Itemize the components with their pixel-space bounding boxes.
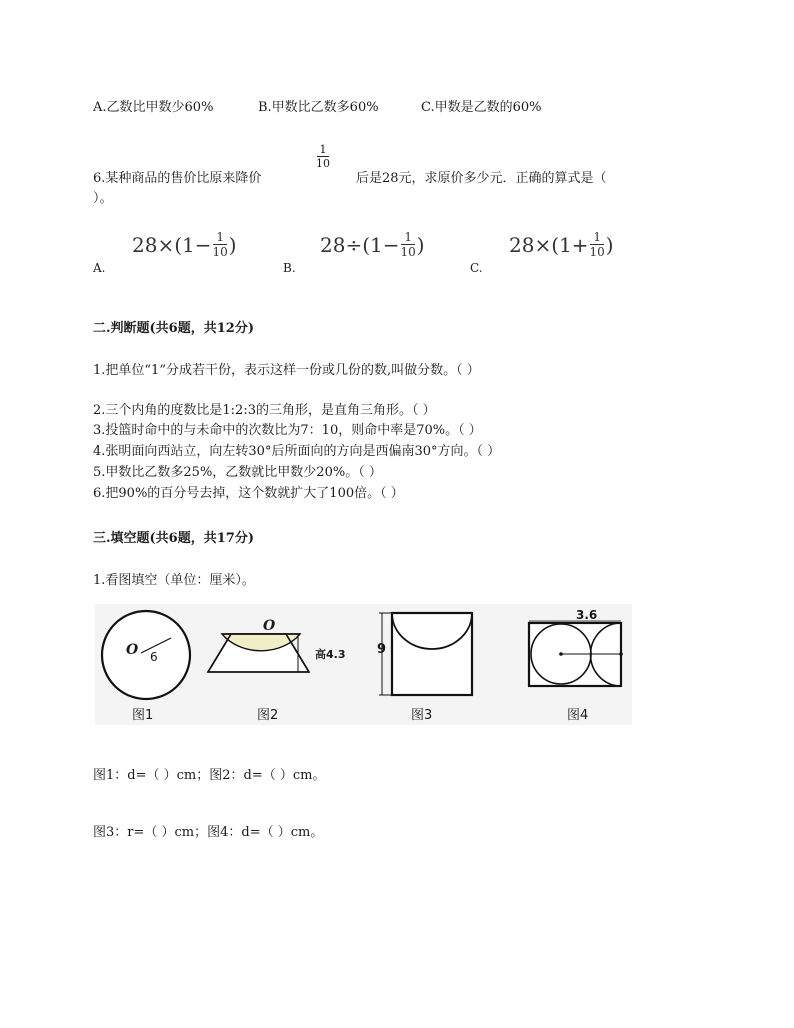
q6-fraction <box>316 143 330 170</box>
figure-4-rectangle <box>529 621 623 686</box>
figure-1-center-label: O <box>126 642 139 658</box>
q6-option-c-tail: ) <box>605 232 614 257</box>
judge-item-2: 2.三个内角的度数比是1:2:3的三角形，是直角三角形。（ ） <box>93 403 436 418</box>
q6-option-c-letter: C. <box>470 261 483 275</box>
q6-fraction-numerator: 1 <box>319 143 327 156</box>
judge-item-4: 4.张明面向西站立，向左转30°后所面向的方向是西偏南30°方向。（ ） <box>93 444 501 459</box>
q5-option-b: B.甲数比乙数多60% <box>258 100 379 115</box>
q6-prefix: 6.某种商品的售价比原来降价 <box>93 171 262 186</box>
figure-3-caption: 图3 <box>411 708 433 723</box>
geometry-figures-drawing <box>95 604 632 725</box>
q6-option-b-fraction <box>401 231 416 258</box>
figure-2-caption: 图2 <box>257 708 279 723</box>
q6-option-a-lead: 28×(1− <box>132 232 212 257</box>
q6-option-b-tail: ) <box>416 232 425 257</box>
q6-option-b-den: 10 <box>400 245 416 259</box>
section-3-title: 三.填空题(共6题，共17分) <box>93 531 254 546</box>
q6-option-c-fraction <box>590 231 605 258</box>
q6-option-b-num: 1 <box>404 230 412 244</box>
figure-2-center-label: O <box>263 618 276 634</box>
figure-2-height-label: 高4.3 <box>315 648 346 661</box>
judge-item-3: 3.投篮时命中的与未命中的次数比为7：10，则命中率是70%。（ ） <box>93 423 482 438</box>
q6-option-c-num: 1 <box>593 230 601 244</box>
q5-option-c: C.甲数是乙数的60% <box>421 100 542 115</box>
q6-option-b-lead: 28÷(1− <box>320 232 400 257</box>
q6-option-a-letter: A. <box>93 261 106 275</box>
q6-fraction-denominator: 10 <box>316 157 330 170</box>
q6-option-a-expression <box>132 231 237 258</box>
q6-option-a-fraction <box>213 231 228 258</box>
figure-1-circle <box>102 611 190 699</box>
q6-option-a-num: 1 <box>216 230 224 244</box>
figure-4-caption: 图4 <box>567 708 589 723</box>
q6-option-c-den: 10 <box>589 245 605 259</box>
judge-item-1: 1.把单位“1”分成若干份，表示这样一份或几份的数,叫做分数。（ ） <box>93 363 480 378</box>
q6-option-a-tail: ) <box>228 232 237 257</box>
fill-q1-answer-line-2: 图3：r=（ ）cm；图4：d=（ ）cm。 <box>93 825 324 840</box>
q6-option-c-expression <box>509 231 614 258</box>
q6-line2: ）。 <box>93 191 113 206</box>
fill-q1-intro: 1.看图填空（单位：厘米）。 <box>93 573 255 588</box>
figure-1-caption: 图1 <box>132 708 154 723</box>
q6-option-b-expression <box>320 231 425 258</box>
q6-option-c-lead: 28×(1+ <box>509 232 589 257</box>
figure-2-trapezoid <box>208 634 309 672</box>
q6-option-a-den: 10 <box>212 245 228 259</box>
geometry-figures <box>95 604 632 725</box>
judge-item-5: 5.甲数比乙数多25%，乙数就比甲数少20%。（ ） <box>93 465 382 480</box>
q6-option-b-letter: B. <box>283 261 296 275</box>
figure-4-width-label: 3.6 <box>576 608 598 622</box>
fill-q1-answer-line-1: 图1：d=（ ）cm；图2：d=（ ）cm。 <box>93 768 326 783</box>
section-2-title: 二.判断题(共6题，共12分) <box>93 321 254 336</box>
judge-item-6: 6.把90%的百分号去掉，这个数就扩大了100倍。（ ） <box>93 486 404 501</box>
figure-3-square <box>379 613 472 695</box>
figure-1-radius-label: 6 <box>150 650 158 664</box>
figure-3-side-label: 9 <box>377 642 387 657</box>
q6-suffix: 后是28元，求原价多少元．正确的算式是（ <box>356 171 607 186</box>
q5-option-a: A.乙数比甲数少60% <box>93 100 214 115</box>
